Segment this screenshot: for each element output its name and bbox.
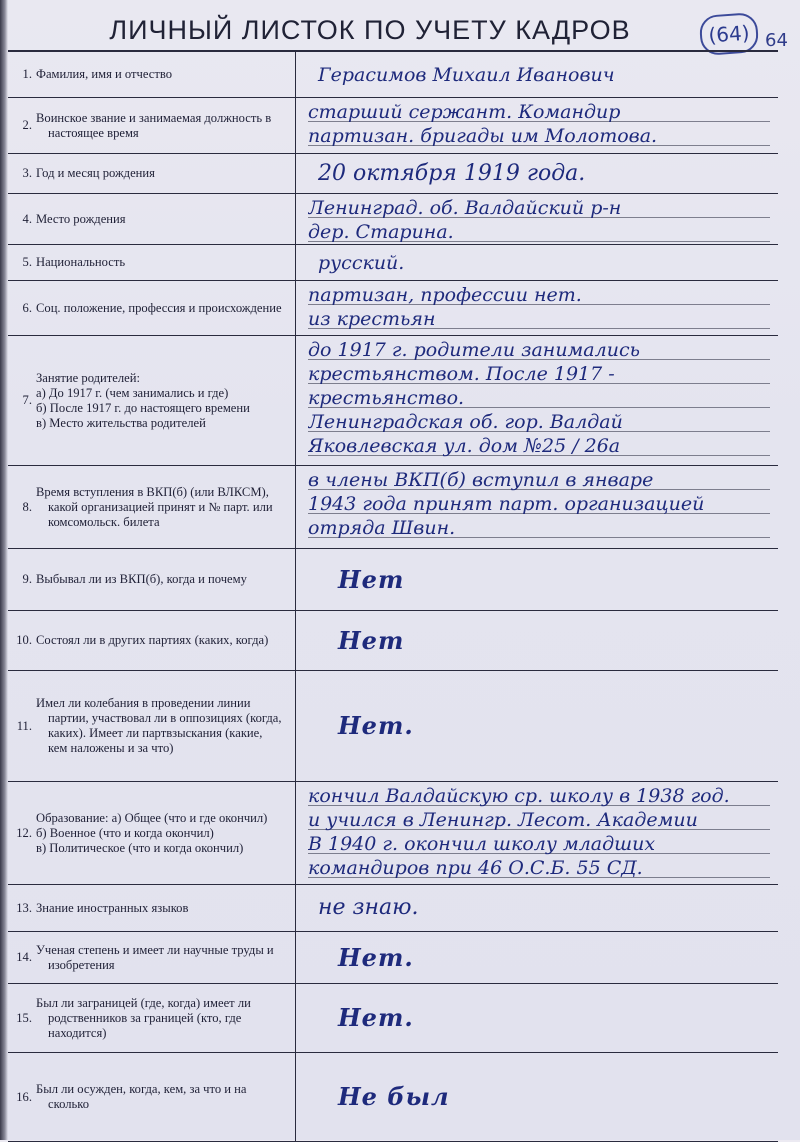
column-divider — [295, 932, 296, 983]
field-label-line: Состоял ли в других партиях (каких, когда) — [36, 633, 269, 647]
field-label-line: Соц. положение, профессия и происхождение — [36, 300, 282, 315]
field-label — [8, 98, 288, 153]
field-label — [8, 1053, 288, 1141]
handwritten-line: Нет — [338, 625, 405, 655]
field-number: 4. — [22, 211, 32, 226]
handwritten-line: командиров при 46 О.С.Б. 55 СД. — [308, 857, 643, 879]
field-label-text — [36, 67, 282, 82]
handwritten-line: Нет. — [338, 942, 414, 972]
field-label — [8, 245, 288, 280]
handwritten-line: партизан, профессии нет. — [308, 284, 582, 306]
field-label-text — [36, 485, 282, 530]
field-label-line: а) До 1917 г. (чем занимались и где) — [36, 385, 229, 400]
form-row-10 — [8, 611, 778, 671]
field-number: 16. — [16, 1089, 32, 1104]
handwritten-answer — [308, 154, 770, 193]
handwritten-answer — [308, 466, 770, 548]
field-label-text — [36, 166, 282, 181]
handwritten-line: русский. — [318, 251, 405, 274]
field-number: 3. — [22, 166, 32, 180]
handwritten-answer — [308, 782, 770, 884]
field-number: 2. — [22, 118, 32, 132]
field-label-text — [36, 111, 282, 141]
field-label-line: Образование: а) Общее (что и где окончил) — [36, 810, 268, 825]
handwritten-answer — [308, 671, 770, 781]
handwritten-line: В 1940 г. окончил школу младших — [308, 833, 656, 855]
column-divider — [295, 611, 296, 670]
field-label-line: б) После 1917 г. до настоящего времени — [36, 400, 250, 415]
field-label-text — [36, 1082, 282, 1112]
field-label — [8, 194, 288, 244]
column-divider — [295, 885, 296, 931]
handwritten-line: Ленинград. об. Валдайский р-н — [308, 197, 622, 219]
handwritten-answer — [308, 194, 770, 244]
field-label-line: Знание иностранных языков — [36, 900, 189, 915]
handwritten-answer — [308, 932, 770, 983]
field-label — [8, 549, 288, 610]
column-divider — [295, 984, 296, 1052]
field-label — [8, 782, 288, 884]
field-number: 1. — [22, 67, 32, 81]
column-divider — [295, 98, 296, 153]
field-label-line: Был ли осужден, когда, кем, за что и на сколько — [36, 1082, 247, 1111]
column-divider — [295, 1053, 296, 1141]
handwritten-line: кончил Валдайскую ср. школу в 1938 год. — [308, 785, 730, 807]
handwritten-line: Нет — [338, 564, 405, 594]
handwritten-line: крестьянством. После 1917 - — [308, 363, 615, 385]
form-row-1 — [8, 52, 778, 98]
handwritten-answer — [308, 1053, 770, 1141]
handwritten-answer — [308, 549, 770, 610]
field-label-line: Имел ли колебания в проведении линии партии, участвовал ли в оппозициях (когда, каких). Имеет ли партвзыскания (какие, кем наложены и за что) — [36, 696, 282, 755]
handwritten-line: 1943 года принят парт. организацией — [308, 493, 705, 515]
field-label-line: Национальность — [36, 255, 126, 269]
form-row-15 — [8, 984, 778, 1053]
form-table — [8, 50, 778, 1142]
column-divider — [295, 671, 296, 781]
document-header — [40, 10, 700, 50]
form-row-13 — [8, 885, 778, 932]
field-label — [8, 984, 288, 1052]
field-label — [8, 281, 288, 335]
field-number: 5. — [22, 255, 32, 269]
handwritten-line: 20 октября 1919 года. — [318, 160, 586, 186]
handwritten-answer — [308, 52, 770, 97]
field-label-line: Был ли заграницей (где, когда) имеет ли родственников за границей (кто, где находится) — [36, 995, 251, 1040]
field-label-line: в) Место жительства родителей — [36, 415, 206, 430]
form-row-12 — [8, 782, 778, 885]
field-number: 9. — [22, 572, 32, 586]
column-divider — [295, 245, 296, 280]
field-label-line: Время вступления в ВКП(б) (или ВЛКСМ), какой организацией принят и № парт. или комсомольск. билета — [36, 484, 273, 529]
field-number: 14. — [16, 950, 32, 964]
scan-edge — [0, 0, 8, 1140]
handwritten-line: до 1917 г. родители занимались — [308, 339, 640, 361]
handwritten-line: отряда Швин. — [308, 517, 456, 539]
field-label-text — [36, 633, 282, 648]
handwritten-line: Ленинградская об. гор. Валдай — [308, 411, 623, 433]
handwritten-line: крестьянство. — [308, 387, 465, 409]
field-label — [8, 466, 288, 548]
field-label — [8, 932, 288, 983]
field-number: 7. — [22, 393, 32, 407]
field-label-line: Воинское звание и занимаемая должность в настоящее время — [36, 110, 272, 140]
handwritten-line: не знаю. — [318, 895, 419, 920]
handwritten-line: Нет. — [338, 711, 414, 740]
field-label-line: Год и месяц рождения — [36, 166, 155, 180]
field-number: 13. — [16, 900, 32, 915]
column-divider — [295, 336, 296, 465]
field-label — [8, 671, 288, 781]
handwritten-line: Не был — [338, 1082, 450, 1111]
form-row-2 — [8, 98, 778, 154]
form-row-8 — [8, 466, 778, 549]
column-divider — [295, 154, 296, 193]
field-label-line: Ученая степень и имеет ли научные труды и изобретения — [36, 942, 274, 972]
field-label — [8, 885, 288, 931]
form-row-3 — [8, 154, 778, 194]
handwritten-answer — [308, 336, 770, 465]
form-row-14 — [8, 932, 778, 984]
form-row-9 — [8, 549, 778, 611]
form-row-11 — [8, 671, 778, 782]
field-label-text — [36, 572, 282, 587]
field-label — [8, 52, 288, 97]
handwritten-line: партизан. бригады им Молотова. — [308, 125, 658, 147]
handwritten-answer — [308, 885, 770, 931]
field-label-text — [36, 996, 282, 1041]
handwritten-line: и учился в Ленингр. Лесот. Академии — [308, 809, 698, 831]
handwritten-answer — [308, 245, 770, 280]
handwritten-line: Нет. — [338, 1003, 414, 1032]
column-divider — [295, 194, 296, 244]
field-label-text — [36, 901, 282, 916]
field-label-line: б) Военное (что и когда окончил) — [36, 825, 214, 840]
column-divider — [295, 782, 296, 884]
document-title: ЛИЧНЫЙ ЛИСТОК ПО УЧЕТУ КАДРОВ — [109, 14, 631, 45]
field-label-text — [36, 371, 282, 431]
archive-number-mark: (64) — [699, 12, 760, 56]
field-number: 10. — [16, 633, 32, 647]
field-label — [8, 611, 288, 670]
handwritten-answer — [308, 984, 770, 1052]
form-row-16 — [8, 1053, 778, 1142]
field-label-text — [36, 943, 282, 973]
field-number: 12. — [16, 825, 32, 840]
form-row-4 — [8, 194, 778, 245]
field-label-text — [36, 301, 282, 316]
field-label-line: Занятие родителей: — [36, 370, 140, 385]
field-number: 15. — [16, 1010, 32, 1025]
column-divider — [295, 52, 296, 97]
form-row-7 — [8, 336, 778, 466]
form-row-6 — [8, 281, 778, 336]
field-label-line: в) Политическое (что и когда окончил) — [36, 840, 244, 855]
handwritten-line: в члены ВКП(б) вступил в январе — [308, 469, 654, 491]
column-divider — [295, 549, 296, 610]
handwritten-answer — [308, 98, 770, 153]
handwritten-line: Яковлевская ул. дом №25 / 26а — [308, 435, 621, 457]
field-label-text — [36, 212, 282, 227]
field-label-text — [36, 811, 282, 856]
field-number: 11. — [16, 718, 32, 733]
handwritten-line: Герасимов Михаил Иванович — [318, 63, 615, 86]
handwritten-line: старший сержант. Командир — [308, 101, 621, 123]
page-number-mark: 64 — [765, 30, 788, 51]
field-number: 6. — [22, 300, 32, 315]
handwritten-answer — [308, 611, 770, 670]
field-label — [8, 336, 288, 465]
column-divider — [295, 281, 296, 335]
form-row-5 — [8, 245, 778, 281]
column-divider — [295, 466, 296, 548]
field-label-line: Место рождения — [36, 211, 126, 226]
field-label-text — [36, 696, 282, 756]
field-label-line: Фамилия, имя и отчество — [36, 67, 173, 81]
field-label-line: Выбывал ли из ВКП(б), когда и почему — [36, 572, 247, 586]
handwritten-line: дер. Старина. — [308, 221, 454, 243]
field-number: 8. — [22, 499, 32, 514]
field-label-text — [36, 255, 282, 270]
field-label — [8, 154, 288, 193]
handwritten-answer — [308, 281, 770, 335]
handwritten-line: из крестьян — [308, 308, 436, 330]
